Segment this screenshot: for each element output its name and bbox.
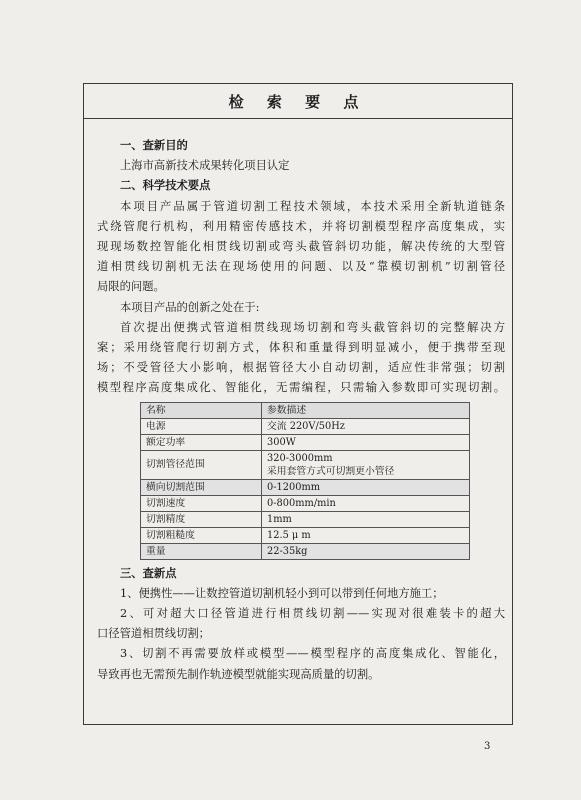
table-cell-desc: 0-1200mm [262, 479, 470, 495]
table-cell-name: 切割管径范围 [141, 450, 262, 479]
title-row [84, 84, 512, 119]
table-cell-desc: 12.5 μ m [262, 527, 470, 543]
table-header-cell: 参数描述 [262, 402, 470, 418]
text-line: 首次提出便携式管道相贯线现场切割和弯头截管斜切的完整解决方 [120, 320, 505, 334]
table-row [141, 511, 470, 527]
point-item-1: 1、便携性——让数控管道切割机轻小到可以带到任何地方施工； [120, 586, 444, 600]
table-cell-desc: 交流 220V/50Hz [262, 418, 470, 434]
text-line: 口径管道相贯线切割； [97, 627, 210, 641]
table-row [141, 450, 470, 479]
purpose-text: 上海市高新技术成果转化项目认定 [120, 159, 290, 173]
table-cell-name: 重量 [141, 543, 262, 559]
text-line: 场；不受管径大小影响，根据管径大小自动切割，适应性非常强；切割 [97, 361, 505, 375]
content-area [97, 136, 505, 685]
text-line: 案；采用绕管爬行切割方式，体积和重量得到明显减小，便于携带至现 [97, 341, 505, 355]
text-line: 现现场数控智能化相贯线切割或弯头截管斜切功能，解决传统的大型管 [97, 240, 505, 254]
text-line: 道相贯线切割机无法在现场使用的问题、以及“靠模切割机”切割管径 [97, 260, 505, 274]
form-frame [83, 83, 513, 725]
table-cell-name: 电源 [141, 418, 262, 434]
table-row [141, 527, 470, 543]
point-item-2 [97, 604, 505, 644]
tech-paragraph-1 [97, 197, 505, 298]
table-cell-desc: 22-35kg [262, 543, 470, 559]
spec-table [140, 402, 470, 560]
heading-tech: 二、科学技术要点 [120, 179, 211, 193]
table-row [141, 479, 470, 495]
text-line: 本项目产品属于管道切割工程技术领域，本技术采用全新轨道链条 [120, 199, 505, 213]
table-cell-desc: 0-800mm/min [262, 495, 470, 511]
table-cell-desc-line: 采用套管方式可切割更小管径 [267, 465, 395, 477]
text-line: 模型程序高度集成化、智能化，无需编程，只需输入参数即可实现切割。 [97, 381, 505, 395]
text-line: 导致再也无需预先制作轨迹模型就能实现高质量的切割。 [97, 667, 380, 681]
page-number: 3 [484, 741, 491, 752]
text-line: 式绕管爬行机构，利用精密传感技术，并将切割模型程序高度集成，实 [97, 219, 505, 233]
text-line: 局限的问题。 [97, 280, 165, 294]
tech-paragraph-3 [97, 318, 505, 399]
table-row [141, 418, 470, 434]
table-row [141, 495, 470, 511]
table-cell-name: 切割粗糙度 [141, 527, 262, 543]
table-header-row [141, 402, 470, 418]
text-line: 3、切割不再需要放样或模型——模型程序的高度集成化、智能化， [120, 647, 505, 661]
point-item-3 [97, 644, 505, 684]
table-cell-desc-line: 320-3000mm [267, 452, 333, 464]
heading-purpose: 一、查新目的 [120, 139, 188, 152]
page-title: 检 索 要 点 [228, 92, 368, 111]
table-header-cell: 名称 [141, 402, 262, 418]
table-cell-name: 切割速度 [141, 495, 262, 511]
table-cell-desc: 300W [262, 434, 470, 450]
text-line: 2、可对超大口径管道进行相贯线切割——实现对很难装卡的超大 [120, 607, 505, 621]
table-cell-name: 额定功率 [141, 434, 262, 450]
tech-paragraph-2: 本项目产品的创新之处在于: [120, 300, 260, 314]
table-cell-desc: 1mm [262, 511, 470, 527]
table-row [141, 543, 470, 559]
table-cell-name: 横向切割范围 [141, 479, 262, 495]
table-cell-desc [262, 450, 470, 479]
table-cell-name: 切割精度 [141, 511, 262, 527]
table-row [141, 434, 470, 450]
heading-points: 三、查新点 [120, 566, 177, 580]
